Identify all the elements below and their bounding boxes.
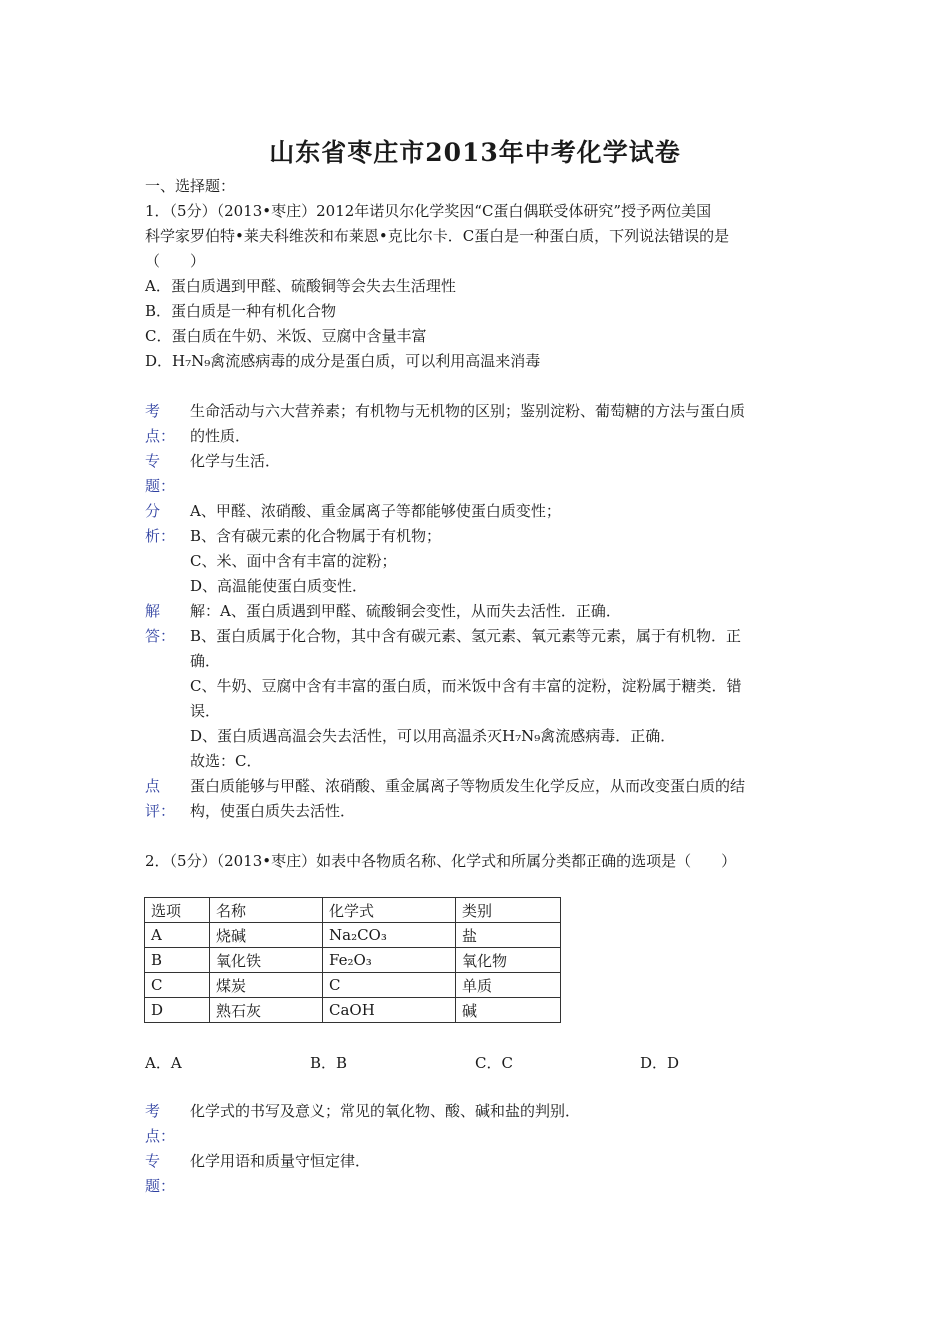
table-cell: 单质	[456, 973, 561, 998]
q1-fenxi-line: A、甲醛、浓硝酸、重金属离子等都能够使蛋白质变性；	[190, 502, 561, 520]
table-header-row	[145, 898, 561, 923]
table-header-cell: 类别	[456, 898, 561, 923]
table-cell: A	[145, 923, 210, 948]
q1-kaodian-text: 生命活动与六大营养素；有机物与无机物的区别；鉴别淀粉、葡萄糖的方法与蛋白质	[190, 402, 746, 420]
table-cell: 熟石灰	[210, 998, 323, 1023]
table-cell: 盐	[456, 923, 561, 948]
table-cell: B	[145, 948, 210, 973]
q2-choice-d: D．D	[640, 1054, 680, 1072]
q1-stem-line: 科学家罗伯特•莱夫科维茨和布莱恩•克比尔卡．C蛋白是一种蛋白质，下列说法错误的是	[145, 227, 730, 245]
q2-kaodian-label: 考	[145, 1102, 161, 1120]
q1-kaodian-text: 的性质．	[190, 427, 251, 445]
q2-table	[144, 897, 561, 1023]
q1-option-a: A．蛋白质遇到甲醛、硫酸铜等会失去生活理性	[145, 277, 456, 295]
q1-fenxi-label: 析：	[145, 527, 176, 545]
table-cell: D	[145, 998, 210, 1023]
section-heading: 一、选择题：	[145, 177, 236, 195]
q1-jieda-line: D、蛋白质遇高温会失去活性，可以用高温杀灭H₇N₉禽流感病毒．正确．	[190, 727, 676, 745]
table-cell: C	[323, 973, 456, 998]
table-row	[145, 973, 561, 998]
table-cell: Na₂CO₃	[323, 923, 456, 948]
q1-jieda-label: 解	[145, 602, 161, 620]
table-cell: Fe₂O₃	[323, 948, 456, 973]
q2-choice-c: C．C	[475, 1054, 513, 1072]
table-cell: 氧化铁	[210, 948, 323, 973]
page-title: 山东省枣庄市2013年中考化学试卷	[269, 138, 681, 167]
q1-zhuanti-label: 题：	[145, 477, 176, 495]
table-header-cell: 名称	[210, 898, 323, 923]
table-cell: 烧碱	[210, 923, 323, 948]
q1-kaodian-label: 考	[145, 402, 161, 420]
q2-kaodian-label: 点：	[145, 1127, 176, 1145]
q2-choice-a: A．A	[145, 1054, 182, 1072]
q1-option-b: B．蛋白质是一种有机化合物	[145, 302, 337, 320]
table-cell: 煤炭	[210, 973, 323, 998]
table-cell: C	[145, 973, 210, 998]
q1-kaodian-label: 点：	[145, 427, 176, 445]
q1-jieda-line: 误．	[190, 702, 221, 720]
q1-dianping-text: 构，使蛋白质失去活性．	[190, 802, 356, 820]
table-cell: CaOH	[323, 998, 456, 1023]
q1-jieda-line: 解：A、蛋白质遇到甲醛、硫酸铜会变性，从而失去活性．正确．	[190, 602, 621, 620]
q1-fenxi-line: D、高温能使蛋白质变性．	[190, 577, 368, 595]
q1-option-d: D．H₇N₉禽流感病毒的成分是蛋白质，可以利用高温来消毒	[145, 352, 541, 370]
table-header-cell: 化学式	[323, 898, 456, 923]
q2-kaodian-text: 化学式的书写及意义；常见的氧化物、酸、碱和盐的判别．	[190, 1102, 581, 1120]
q1-jieda-label: 答：	[145, 627, 176, 645]
q1-fenxi-line: C、米、面中含有丰富的淀粉；	[190, 552, 397, 570]
q1-dianping-label: 评：	[145, 802, 176, 820]
q1-jieda-line: C、牛奶、豆腐中含有丰富的蛋白质，而米饭中含有丰富的淀粉，淀粉属于糖类．错	[190, 677, 742, 695]
table-row	[145, 923, 561, 948]
table-cell: 氧化物	[456, 948, 561, 973]
q1-option-c: C．蛋白质在牛奶、米饭、豆腐中含量丰富	[145, 327, 427, 345]
q1-dianping-label: 点	[145, 777, 161, 795]
q2-choice-b: B．B	[310, 1054, 348, 1072]
q1-jieda-line: 故选：C．	[190, 752, 262, 770]
q1-zhuanti-text: 化学与生活．	[190, 452, 281, 470]
q2-zhuanti-text: 化学用语和质量守恒定律．	[190, 1152, 371, 1170]
q2-zhuanti-label: 专	[145, 1152, 161, 1170]
q1-stem-line: 1．（5分）（2013•枣庄）2012年诺贝尔化学奖因“C蛋白偶联受体研究”授予两位美国	[145, 202, 712, 220]
q1-stem-line: （ ）	[145, 252, 206, 270]
q1-dianping-text: 蛋白质能够与甲醛、浓硝酸、重金属离子等物质发生化学反应，从而改变蛋白质的结	[190, 777, 746, 795]
q1-jieda-line: 确．	[190, 652, 221, 670]
q2-zhuanti-label: 题：	[145, 1177, 176, 1195]
q1-fenxi-line: B、含有碳元素的化合物属于有机物；	[190, 527, 442, 545]
table-row	[145, 998, 561, 1023]
table-cell: 碱	[456, 998, 561, 1023]
table-row	[145, 948, 561, 973]
q2-stem: 2．（5分）（2013•枣庄）如表中各物质名称、化学式和所属分类都正确的选项是（ ）	[145, 852, 737, 870]
q1-fenxi-label: 分	[145, 502, 161, 520]
table-header-cell: 选项	[145, 898, 210, 923]
q1-zhuanti-label: 专	[145, 452, 161, 470]
q1-jieda-line: B、蛋白质属于化合物，其中含有碳元素、氢元素、氧元素等元素，属于有机物．正	[190, 627, 742, 645]
